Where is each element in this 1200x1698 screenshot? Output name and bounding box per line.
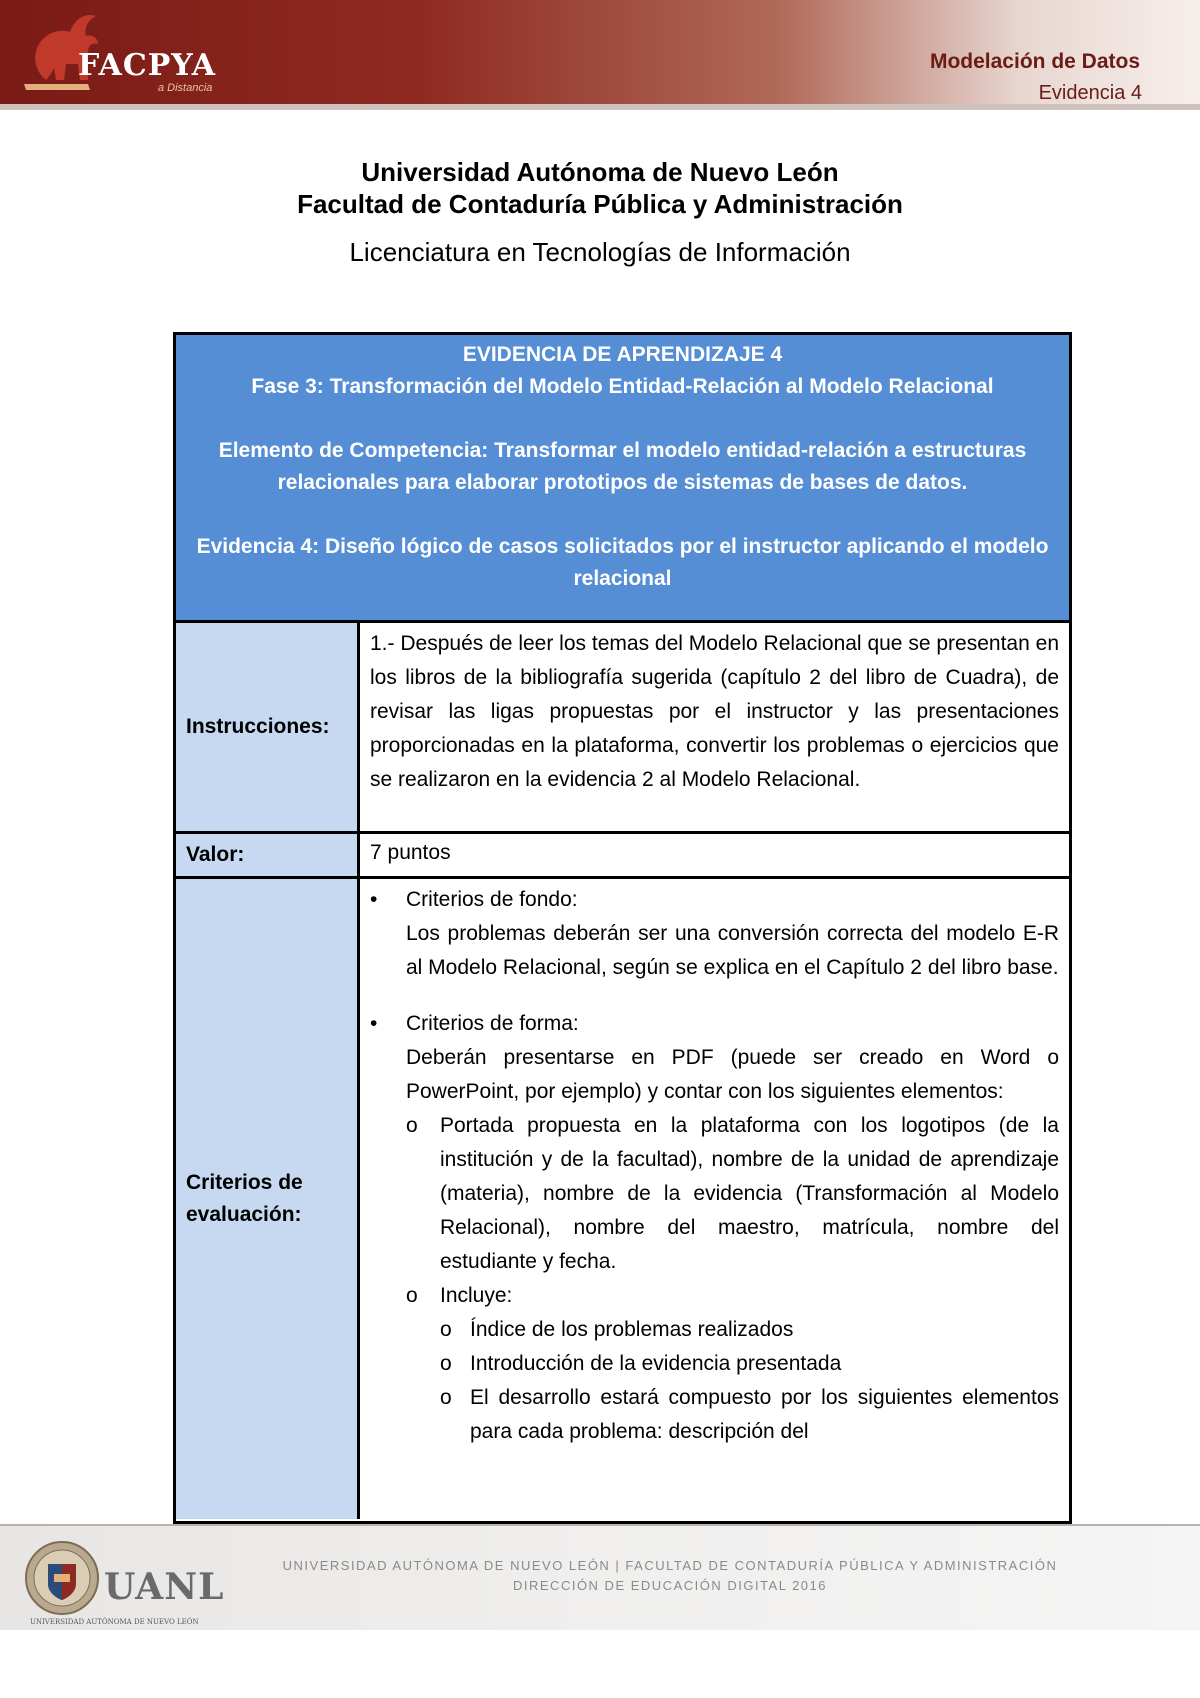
subsub1-text: Índice de los problemas realizados: [470, 1318, 794, 1341]
facpya-logo-subtitle: a Distancia: [158, 82, 213, 94]
banner-competence: Elemento de Competencia: Transformar el modelo entidad-relación a estructuras relacionales para elaborar prototipos de sistemas de bases de datos.: [218, 439, 1027, 494]
subsub-item-index: [370, 1313, 1059, 1347]
uanl-logo-subtitle: UNIVERSIDAD AUTÓNOMA DE NUEVO LEÓN: [30, 1618, 199, 1626]
instructions-row: [176, 623, 1069, 834]
header-band: [0, 0, 1200, 104]
sub2-text: Incluye:: [440, 1284, 513, 1307]
bullet-form-criteria: [370, 1007, 1059, 1109]
subsub2-text: Introducción de la evidencia presentada: [470, 1352, 842, 1375]
evidence-label: Evidencia 4: [1038, 82, 1142, 104]
evidence-banner: [176, 335, 1069, 623]
circle-bullet-icon: o: [440, 1352, 452, 1375]
header-divider: [0, 104, 1200, 110]
uanl-logo-text: UANL: [104, 1566, 225, 1608]
subsub3-text: El desarrollo estará compuesto por los siguientes elementos para cada problema: descripción del: [470, 1386, 1059, 1443]
course-title: Modelación de Datos: [929, 50, 1140, 73]
subsub-item-introduction: [370, 1347, 1059, 1381]
degree-title: Licenciatura en Tecnologías de Información: [349, 237, 851, 267]
banner-heading: EVIDENCIA DE APRENDIZAJE 4: [462, 343, 783, 366]
banner-phase: Fase 3: Transformación del Modelo Entidad-Relación al Modelo Relacional: [251, 375, 994, 398]
university-title: Universidad Autónoma de Nuevo León: [361, 157, 839, 187]
sub1-text: Portada propuesta en la plataforma con los logotipos (de la institución y de la facultad), nombre de la unidad de aprendizaje (materia), nombre de la evidencia (Transformación al Modelo Relacional), nombre del maestro, matrícula, nombre del estudiante y fecha.: [440, 1114, 1059, 1273]
instructions-label: Instrucciones:: [176, 623, 360, 831]
value-label: Valor:: [176, 834, 360, 876]
footer-line1: UNIVERSIDAD AUTÓNOMA DE NUEVO LEÓN | FACULTAD DE CONTADURÍA PÚBLICA Y ADMINISTRACIÓN: [282, 1558, 1058, 1573]
sub-item-includes: [370, 1279, 1059, 1313]
criteria-row: [176, 879, 1069, 1519]
value-row: [176, 834, 1069, 879]
bullet2-text: Deberán presentarse en PDF (puede ser creado en Word o PowerPoint, por ejemplo) y contar con los siguientes elementos:: [406, 1046, 1059, 1103]
evidence-table: [173, 332, 1072, 1524]
criteria-content: [360, 879, 1069, 1519]
bullet2-title: Criterios de forma:: [406, 1012, 579, 1035]
circle-bullet-icon: o: [440, 1386, 452, 1409]
circle-bullet-icon: o: [406, 1114, 418, 1137]
circle-bullet-icon: o: [440, 1318, 452, 1341]
faculty-title: Facultad de Contaduría Pública y Administración: [297, 189, 903, 219]
subsub-item-development: [370, 1381, 1059, 1449]
facpya-logo-text: FACPYA: [78, 48, 217, 83]
banner-evidence: Evidencia 4: Diseño lógico de casos solicitados por el instructor aplicando el modelo relacional: [196, 535, 1049, 590]
bullet-icon: •: [370, 888, 378, 911]
bullet-background-criteria: [370, 883, 1059, 985]
footer-line2: DIRECCIÓN DE EDUCACIÓN DIGITAL 2016: [513, 1578, 827, 1593]
instructions-text: 1.- Después de leer los temas del Modelo Relacional que se presentan en los libros de la bibliografía sugerida (capítulo 2 del libro de Cuadra), de revisar las ligas propuestas por el instructor y las presentaciones proporcionadas en la plataforma, convertir los problemas o ejercicios que se realizaron en la evidencia 2 al Modelo Relacional.: [370, 632, 1059, 791]
circle-bullet-icon: o: [406, 1284, 418, 1307]
bullet-icon: •: [370, 1012, 378, 1035]
bullet1-title: Criterios de fondo:: [406, 888, 578, 911]
criteria-label: Criterios de evaluación:: [176, 879, 360, 1519]
footer-band: [0, 1524, 1200, 1630]
sub-item-cover: [370, 1109, 1059, 1279]
document-title-block: [0, 156, 1200, 268]
value-text: 7 puntos: [370, 841, 451, 864]
bullet1-text: Los problemas deberán ser una conversión correcta del modelo E-R al Modelo Relacional, según se explica en el Capítulo 2 del libro base.: [406, 922, 1059, 979]
